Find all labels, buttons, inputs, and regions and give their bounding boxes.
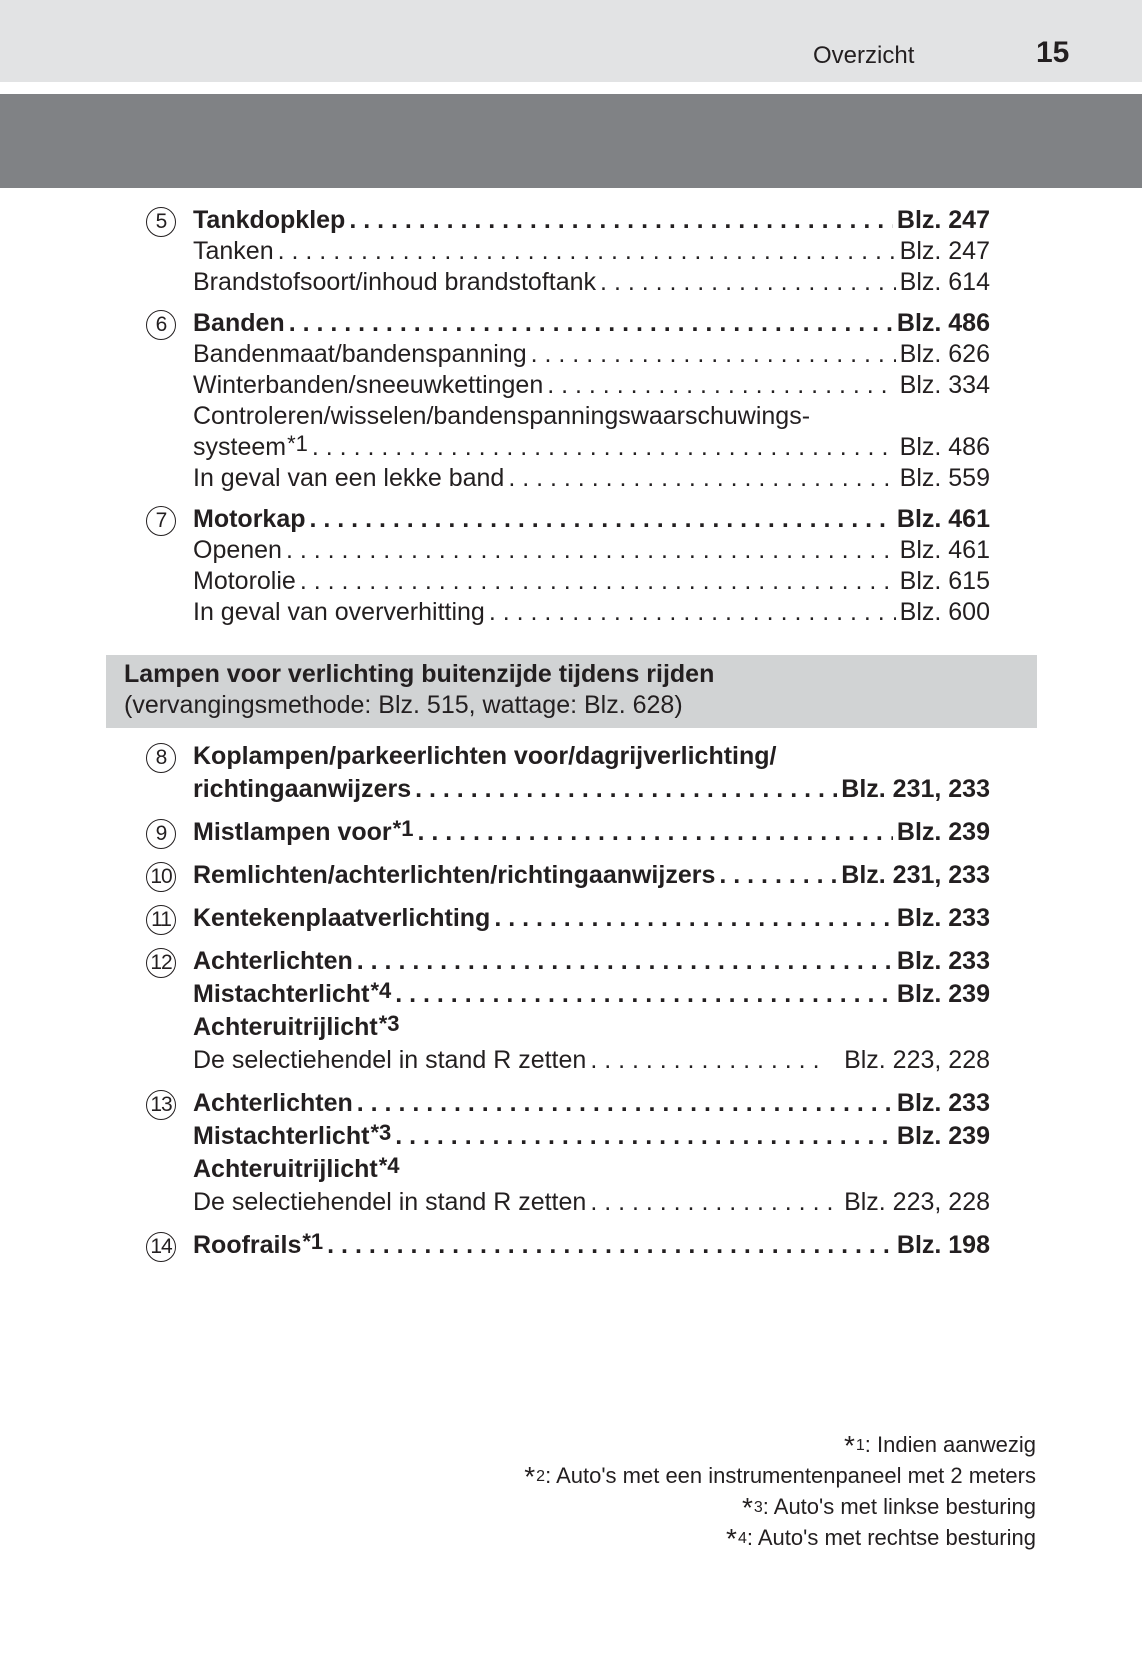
index-list-top: [146, 205, 990, 628]
footnote: [524, 1459, 1036, 1490]
footnote-number: 1: [855, 1437, 865, 1454]
footnote: [524, 1490, 1036, 1521]
index-entry-achterlichten-13: [146, 1087, 990, 1120]
footnote-star: *: [741, 1492, 753, 1523]
footnote-marker: *4: [370, 978, 392, 1003]
entry-title-text: Achteruitrijlicht: [193, 1013, 378, 1041]
leader-dots: [600, 267, 896, 298]
page-reference: Blz. 334: [899, 371, 990, 399]
index-entry-remlichten: [146, 859, 990, 892]
page-reference: Blz. 559: [899, 464, 990, 492]
index-entry-mistlampen: [146, 816, 990, 849]
leader-dots: [590, 1044, 826, 1077]
sub-entry: [146, 267, 990, 298]
page-reference: Blz. 239: [896, 1122, 990, 1150]
sub-entry: [146, 339, 990, 370]
sub-entry-label: Tanken: [193, 237, 274, 265]
leader-dots: [289, 308, 893, 339]
page-reference: Blz. 486: [899, 433, 990, 461]
index-entry-achterlichten-12: [146, 945, 990, 978]
footnote-marker: *1: [302, 1229, 324, 1254]
sub-entry: [146, 1044, 990, 1077]
footnote-number: 2: [536, 1468, 546, 1485]
leader-dots: [357, 1087, 893, 1120]
page-reference: Blz. 461: [899, 536, 990, 564]
entry-title: [193, 1011, 400, 1044]
footnote-star: *: [726, 1523, 737, 1554]
sub-entry-label: Winterbanden/sneeuwkettingen: [193, 371, 544, 399]
entry-title-text: Mistlampen voor: [193, 818, 392, 846]
leader-dots: [590, 1186, 840, 1219]
item-number: 9: [146, 819, 176, 849]
leader-dots: [719, 859, 837, 892]
sub-entry-label: Openen: [193, 536, 282, 564]
page-reference: Blz. 198: [896, 1231, 990, 1259]
index-entry-roofrails: [146, 1229, 990, 1262]
sub-entry: [146, 535, 990, 566]
page-reference: Blz. 231, 233: [841, 775, 990, 803]
section-subheading: (vervangingsmethode: Blz. 515, wattage: Blz. 628): [124, 691, 683, 719]
leader-dots: [508, 463, 895, 494]
footnote-marker: *1: [287, 431, 308, 456]
leader-dots: [357, 945, 893, 978]
sub-entry-label: Motorolie: [193, 567, 296, 595]
footnote-star: *: [843, 1430, 855, 1461]
entry-title: [193, 1153, 400, 1186]
entry-title: Kentekenplaatverlichting: [193, 904, 491, 932]
page-reference: Blz. 486: [896, 309, 990, 337]
footnotes: [524, 1428, 1036, 1552]
page-reference: Blz. 247: [899, 237, 990, 265]
footnote-text: : Auto's met linkse besturing: [762, 1494, 1036, 1519]
sub-entry: [146, 236, 990, 267]
footnote: [524, 1428, 1036, 1459]
index-entry-continuation: [146, 773, 990, 806]
index-entry-kentekenplaat: [146, 902, 990, 935]
footnote-marker: *3: [370, 1120, 392, 1145]
sub-entry-label: [193, 432, 308, 463]
page-reference: Blz. 223, 228: [844, 1188, 990, 1216]
footnote-marker: *3: [378, 1011, 400, 1036]
item-number: 11: [146, 905, 176, 935]
leader-dots: [310, 504, 893, 535]
entry-title-text: Mistachterlicht: [193, 980, 370, 1008]
sub-entry-label: Brandstofsoort/inhoud brandstoftank: [193, 268, 597, 296]
page-reference: Blz. 614: [899, 268, 990, 296]
leader-dots: [300, 566, 896, 597]
entry-title: [193, 816, 413, 849]
index-entry-koplampen: [146, 740, 990, 773]
sub-entry-text: systeem: [193, 433, 287, 461]
page-header: [0, 0, 1142, 82]
item-number: 6: [146, 310, 176, 340]
item-number: 12: [146, 948, 176, 978]
sub-entry: [146, 1186, 990, 1219]
entry-title-text: Mistachterlicht: [193, 1122, 370, 1150]
entry-title: Banden: [193, 309, 285, 337]
entry-title: Motorkap: [193, 505, 306, 533]
footnote: [524, 1521, 1036, 1552]
leader-dots: [349, 205, 893, 236]
section-title: Overzicht: [813, 42, 915, 69]
item-number: 8: [146, 743, 176, 773]
footnote-star: *: [524, 1461, 536, 1492]
item-number: 10: [146, 862, 176, 892]
entry-title: [193, 1120, 391, 1153]
leader-dots: [327, 1229, 893, 1262]
index-list-lamps: [146, 740, 990, 1262]
sub-entry-label: In geval van oververhitting: [193, 598, 485, 626]
sub-entry-label: Controleren/wisselen/bandenspanningswaarschuwings-: [193, 402, 811, 430]
leader-dots: [489, 597, 896, 628]
page-reference: Blz. 461: [896, 505, 990, 533]
sub-entry: [146, 370, 990, 401]
header-band: [0, 94, 1142, 188]
sub-entry: [146, 432, 990, 463]
footnote-text: : Auto's met rechtse besturing: [746, 1525, 1036, 1550]
footnote-text: : Indien aanwezig: [864, 1432, 1036, 1457]
leader-dots: [395, 978, 893, 1011]
sub-entry: [146, 566, 990, 597]
index-entry-achteruitrijlicht-12: [146, 1011, 990, 1044]
leader-dots: [395, 1120, 893, 1153]
entry-title: richtingaanwijzers: [193, 775, 412, 803]
index-entry-tankdopklep: [146, 205, 990, 236]
index-entry-achteruitrijlicht-13: [146, 1153, 990, 1186]
footnote-number: 3: [753, 1499, 763, 1516]
entry-title-text: Roofrails: [193, 1231, 302, 1259]
entry-title: Remlichten/achterlichten/richtingaanwijzers: [193, 861, 716, 889]
item-number: 13: [146, 1090, 176, 1120]
entry-title: [193, 1229, 323, 1262]
page-reference: Blz. 239: [896, 980, 990, 1008]
leader-dots: [286, 535, 896, 566]
leader-dots: [531, 339, 896, 370]
page-reference: Blz. 239: [896, 818, 990, 846]
leader-dots: [417, 816, 892, 849]
leader-dots: [278, 236, 896, 267]
leader-dots: [312, 432, 896, 463]
page-reference: Blz. 247: [896, 206, 990, 234]
item-number: 14: [146, 1232, 176, 1262]
entry-title: Koplampen/parkeerlichten voor/dagrijverlichting/: [193, 742, 777, 770]
item-number: 5: [146, 207, 176, 237]
entry-title: [193, 978, 391, 1011]
page-reference: Blz. 626: [899, 340, 990, 368]
footnote-marker: *1: [392, 816, 414, 841]
entry-title: Achterlichten: [193, 947, 353, 975]
sub-entry: [146, 597, 990, 628]
entry-title: Tankdopklep: [193, 206, 346, 234]
footnote-text: : Auto's met een instrumentenpaneel met 2 meters: [545, 1463, 1036, 1488]
page-reference: Blz. 233: [896, 947, 990, 975]
entry-title: Achterlichten: [193, 1089, 353, 1117]
page-number: 15: [1036, 36, 1070, 69]
index-entry-banden: [146, 308, 990, 339]
leader-dots: [415, 773, 837, 806]
footnote-number: 4: [737, 1530, 747, 1547]
item-number: 7: [146, 506, 176, 536]
index-entry-mistachterlicht-12: [146, 978, 990, 1011]
leader-dots: [494, 902, 893, 935]
page-reference: Blz. 615: [899, 567, 990, 595]
section-heading: Lampen voor verlichting buitenzijde tijdens rijden: [124, 660, 715, 688]
page-reference: Blz. 233: [896, 1089, 990, 1117]
page-reference: Blz. 600: [899, 598, 990, 626]
entry-title-text: Achteruitrijlicht: [193, 1155, 378, 1183]
page-reference: Blz. 223, 228: [844, 1046, 990, 1074]
footnote-marker: *4: [378, 1153, 400, 1178]
leader-dots: [547, 370, 895, 401]
sub-entry: [146, 401, 990, 432]
index-entry-mistachterlicht-13: [146, 1120, 990, 1153]
sub-entry: [146, 463, 990, 494]
index-entry-motorkap: [146, 504, 990, 535]
sub-entry-label: De selectiehendel in stand R zetten: [193, 1046, 587, 1074]
page-reference: Blz. 231, 233: [841, 861, 990, 889]
page-reference: Blz. 233: [896, 904, 990, 932]
sub-entry-label: De selectiehendel in stand R zetten: [193, 1188, 587, 1216]
sub-entry-label: Bandenmaat/bandenspanning: [193, 340, 527, 368]
sub-entry-label: In geval van een lekke band: [193, 464, 505, 492]
